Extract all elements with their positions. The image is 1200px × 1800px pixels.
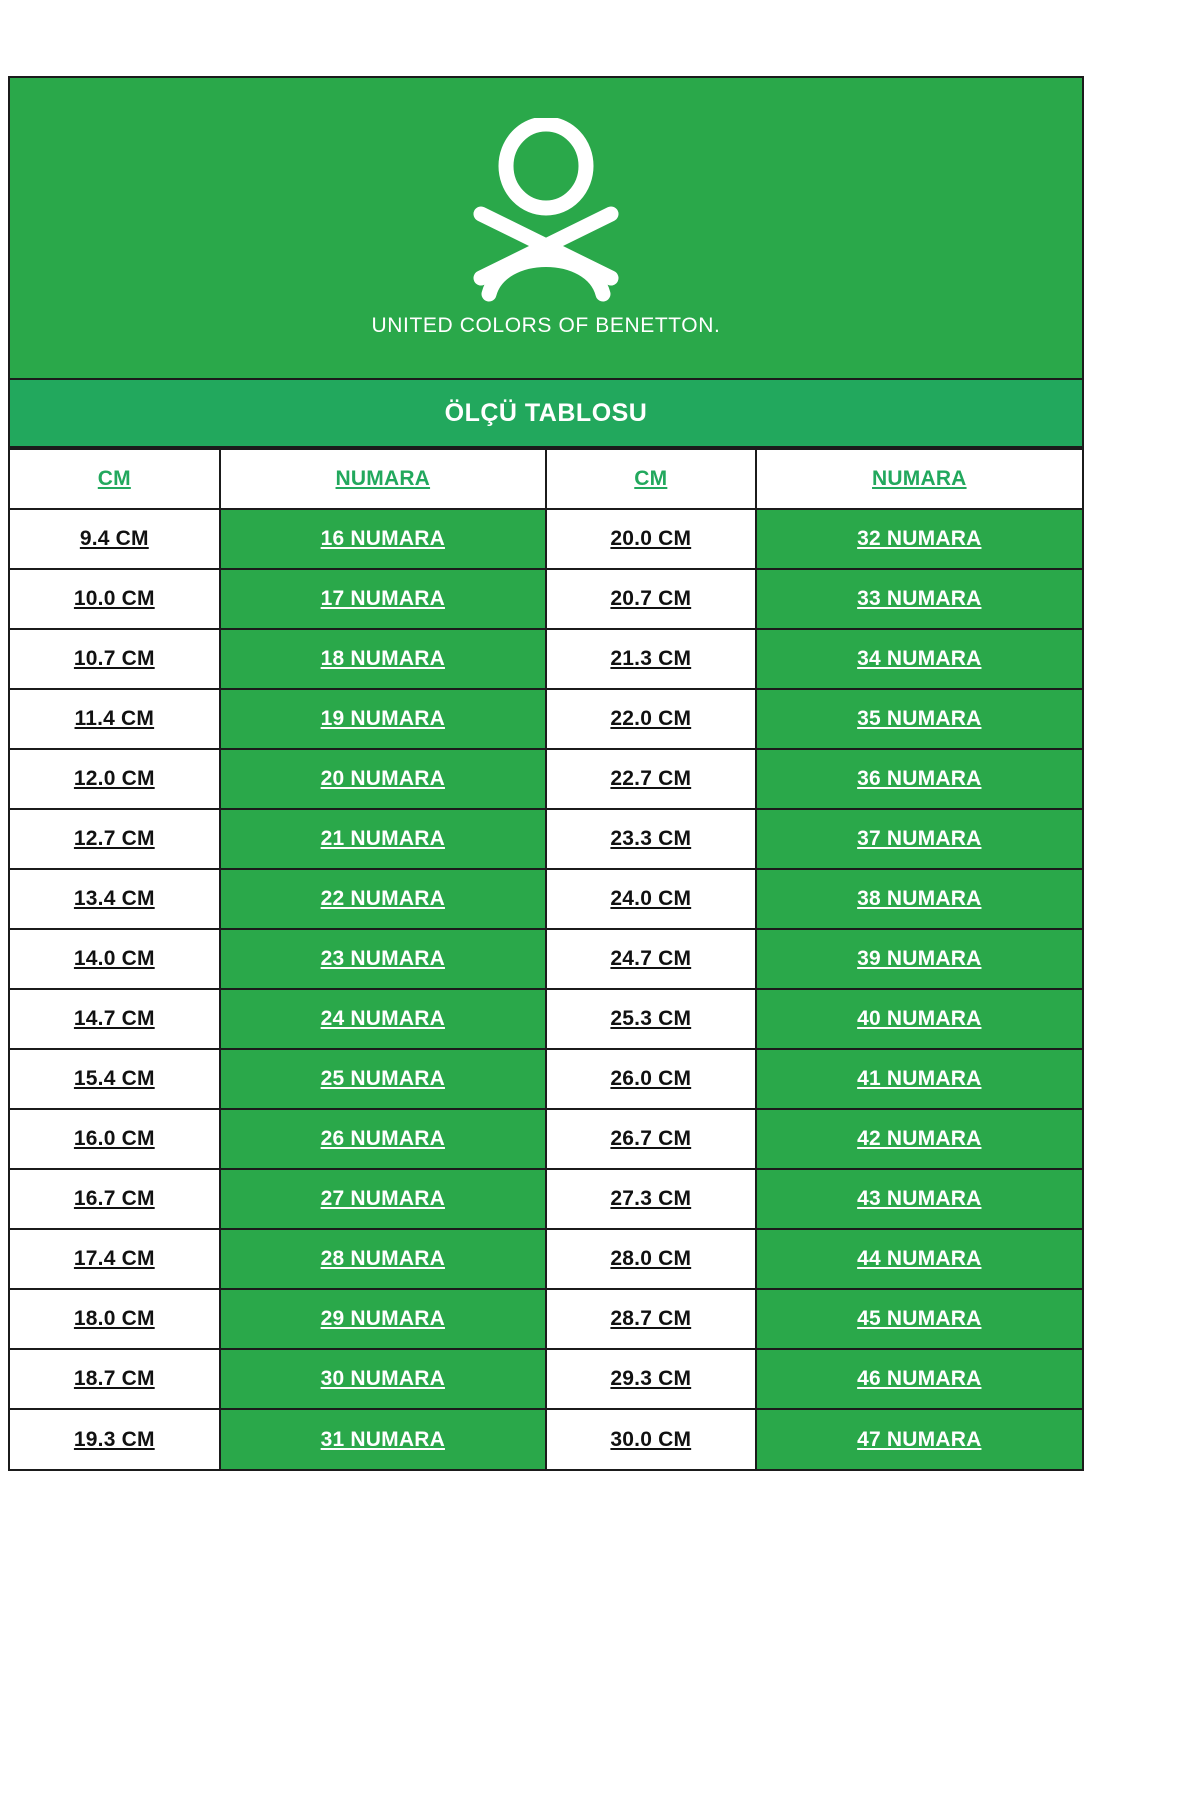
cell-numara: 42 NUMARA xyxy=(756,1109,1082,1169)
cell-cm: 28.0 CM xyxy=(546,1229,756,1289)
cell-numara: 29 NUMARA xyxy=(220,1289,546,1349)
table-row xyxy=(10,629,1082,689)
cell-numara: 20 NUMARA xyxy=(220,749,546,809)
cell-numara: 41 NUMARA xyxy=(756,1049,1082,1109)
cell-numara: 32 NUMARA xyxy=(756,509,1082,569)
cell-cm: 12.0 CM xyxy=(10,749,220,809)
cell-numara: 47 NUMARA xyxy=(756,1409,1082,1469)
cell-cm: 27.3 CM xyxy=(546,1169,756,1229)
cell-numara: 46 NUMARA xyxy=(756,1349,1082,1409)
cell-numara: 16 NUMARA xyxy=(220,509,546,569)
table-row xyxy=(10,1409,1082,1469)
cell-cm: 20.0 CM xyxy=(546,509,756,569)
cell-numara: 18 NUMARA xyxy=(220,629,546,689)
table-row xyxy=(10,1109,1082,1169)
cell-numara: 27 NUMARA xyxy=(220,1169,546,1229)
table-row xyxy=(10,869,1082,929)
cell-cm: 24.7 CM xyxy=(546,929,756,989)
cell-cm: 13.4 CM xyxy=(10,869,220,929)
cell-numara: 43 NUMARA xyxy=(756,1169,1082,1229)
cell-cm: 12.7 CM xyxy=(10,809,220,869)
cell-cm: 16.0 CM xyxy=(10,1109,220,1169)
cell-cm: 16.7 CM xyxy=(10,1169,220,1229)
table-header xyxy=(10,449,1082,509)
cell-cm: 18.0 CM xyxy=(10,1289,220,1349)
table-row xyxy=(10,1349,1082,1409)
table-body xyxy=(10,509,1082,1469)
cell-numara: 22 NUMARA xyxy=(220,869,546,929)
cell-cm: 26.7 CM xyxy=(546,1109,756,1169)
table-header-row xyxy=(10,449,1082,509)
cell-cm: 20.7 CM xyxy=(546,569,756,629)
column-header-cm-2: CM xyxy=(546,449,756,509)
table-row xyxy=(10,809,1082,869)
cell-numara: 26 NUMARA xyxy=(220,1109,546,1169)
cell-numara: 24 NUMARA xyxy=(220,989,546,1049)
cell-numara: 40 NUMARA xyxy=(756,989,1082,1049)
table-row xyxy=(10,1289,1082,1349)
cell-numara: 37 NUMARA xyxy=(756,809,1082,869)
cell-cm: 14.0 CM xyxy=(10,929,220,989)
cell-cm: 22.7 CM xyxy=(546,749,756,809)
cell-cm: 14.7 CM xyxy=(10,989,220,1049)
table-row xyxy=(10,929,1082,989)
cell-cm: 10.7 CM xyxy=(10,629,220,689)
brand-header xyxy=(10,78,1082,380)
cell-numara: 31 NUMARA xyxy=(220,1409,546,1469)
cell-numara: 39 NUMARA xyxy=(756,929,1082,989)
table-row xyxy=(10,1229,1082,1289)
brand-wordmark: UNITED COLORS OF BENETTON. xyxy=(371,314,721,337)
cell-numara: 45 NUMARA xyxy=(756,1289,1082,1349)
table-row xyxy=(10,689,1082,749)
table-row xyxy=(10,1049,1082,1109)
page-title: ÖLÇÜ TABLOSU xyxy=(444,398,648,427)
column-header-numara-2: NUMARA xyxy=(756,449,1082,509)
cell-cm: 10.0 CM xyxy=(10,569,220,629)
cell-cm: 21.3 CM xyxy=(546,629,756,689)
chart-title-band xyxy=(10,380,1082,448)
cell-numara: 21 NUMARA xyxy=(220,809,546,869)
cell-cm: 15.4 CM xyxy=(10,1049,220,1109)
table-row xyxy=(10,509,1082,569)
cell-numara: 34 NUMARA xyxy=(756,629,1082,689)
cell-cm: 28.7 CM xyxy=(546,1289,756,1349)
cell-cm: 24.0 CM xyxy=(546,869,756,929)
column-header-numara-1: NUMARA xyxy=(220,449,546,509)
cell-cm: 25.3 CM xyxy=(546,989,756,1049)
cell-cm: 23.3 CM xyxy=(546,809,756,869)
cell-cm: 17.4 CM xyxy=(10,1229,220,1289)
table-row xyxy=(10,1169,1082,1229)
cell-cm: 11.4 CM xyxy=(10,689,220,749)
cell-cm: 18.7 CM xyxy=(10,1349,220,1409)
cell-numara: 36 NUMARA xyxy=(756,749,1082,809)
table-row xyxy=(10,749,1082,809)
cell-numara: 38 NUMARA xyxy=(756,869,1082,929)
cell-cm: 26.0 CM xyxy=(546,1049,756,1109)
cell-numara: 30 NUMARA xyxy=(220,1349,546,1409)
benetton-knot-logo-icon xyxy=(471,118,621,308)
cell-numara: 33 NUMARA xyxy=(756,569,1082,629)
cell-cm: 30.0 CM xyxy=(546,1409,756,1469)
cell-numara: 44 NUMARA xyxy=(756,1229,1082,1289)
cell-cm: 22.0 CM xyxy=(546,689,756,749)
size-chart-sheet xyxy=(8,76,1084,1471)
table-row xyxy=(10,989,1082,1049)
cell-numara: 23 NUMARA xyxy=(220,929,546,989)
cell-numara: 19 NUMARA xyxy=(220,689,546,749)
cell-cm: 9.4 CM xyxy=(10,509,220,569)
cell-cm: 29.3 CM xyxy=(546,1349,756,1409)
table-row xyxy=(10,569,1082,629)
size-conversion-table xyxy=(10,448,1082,1469)
cell-numara: 17 NUMARA xyxy=(220,569,546,629)
cell-cm: 19.3 CM xyxy=(10,1409,220,1469)
cell-numara: 35 NUMARA xyxy=(756,689,1082,749)
column-header-cm-1: CM xyxy=(10,449,220,509)
cell-numara: 28 NUMARA xyxy=(220,1229,546,1289)
cell-numara: 25 NUMARA xyxy=(220,1049,546,1109)
